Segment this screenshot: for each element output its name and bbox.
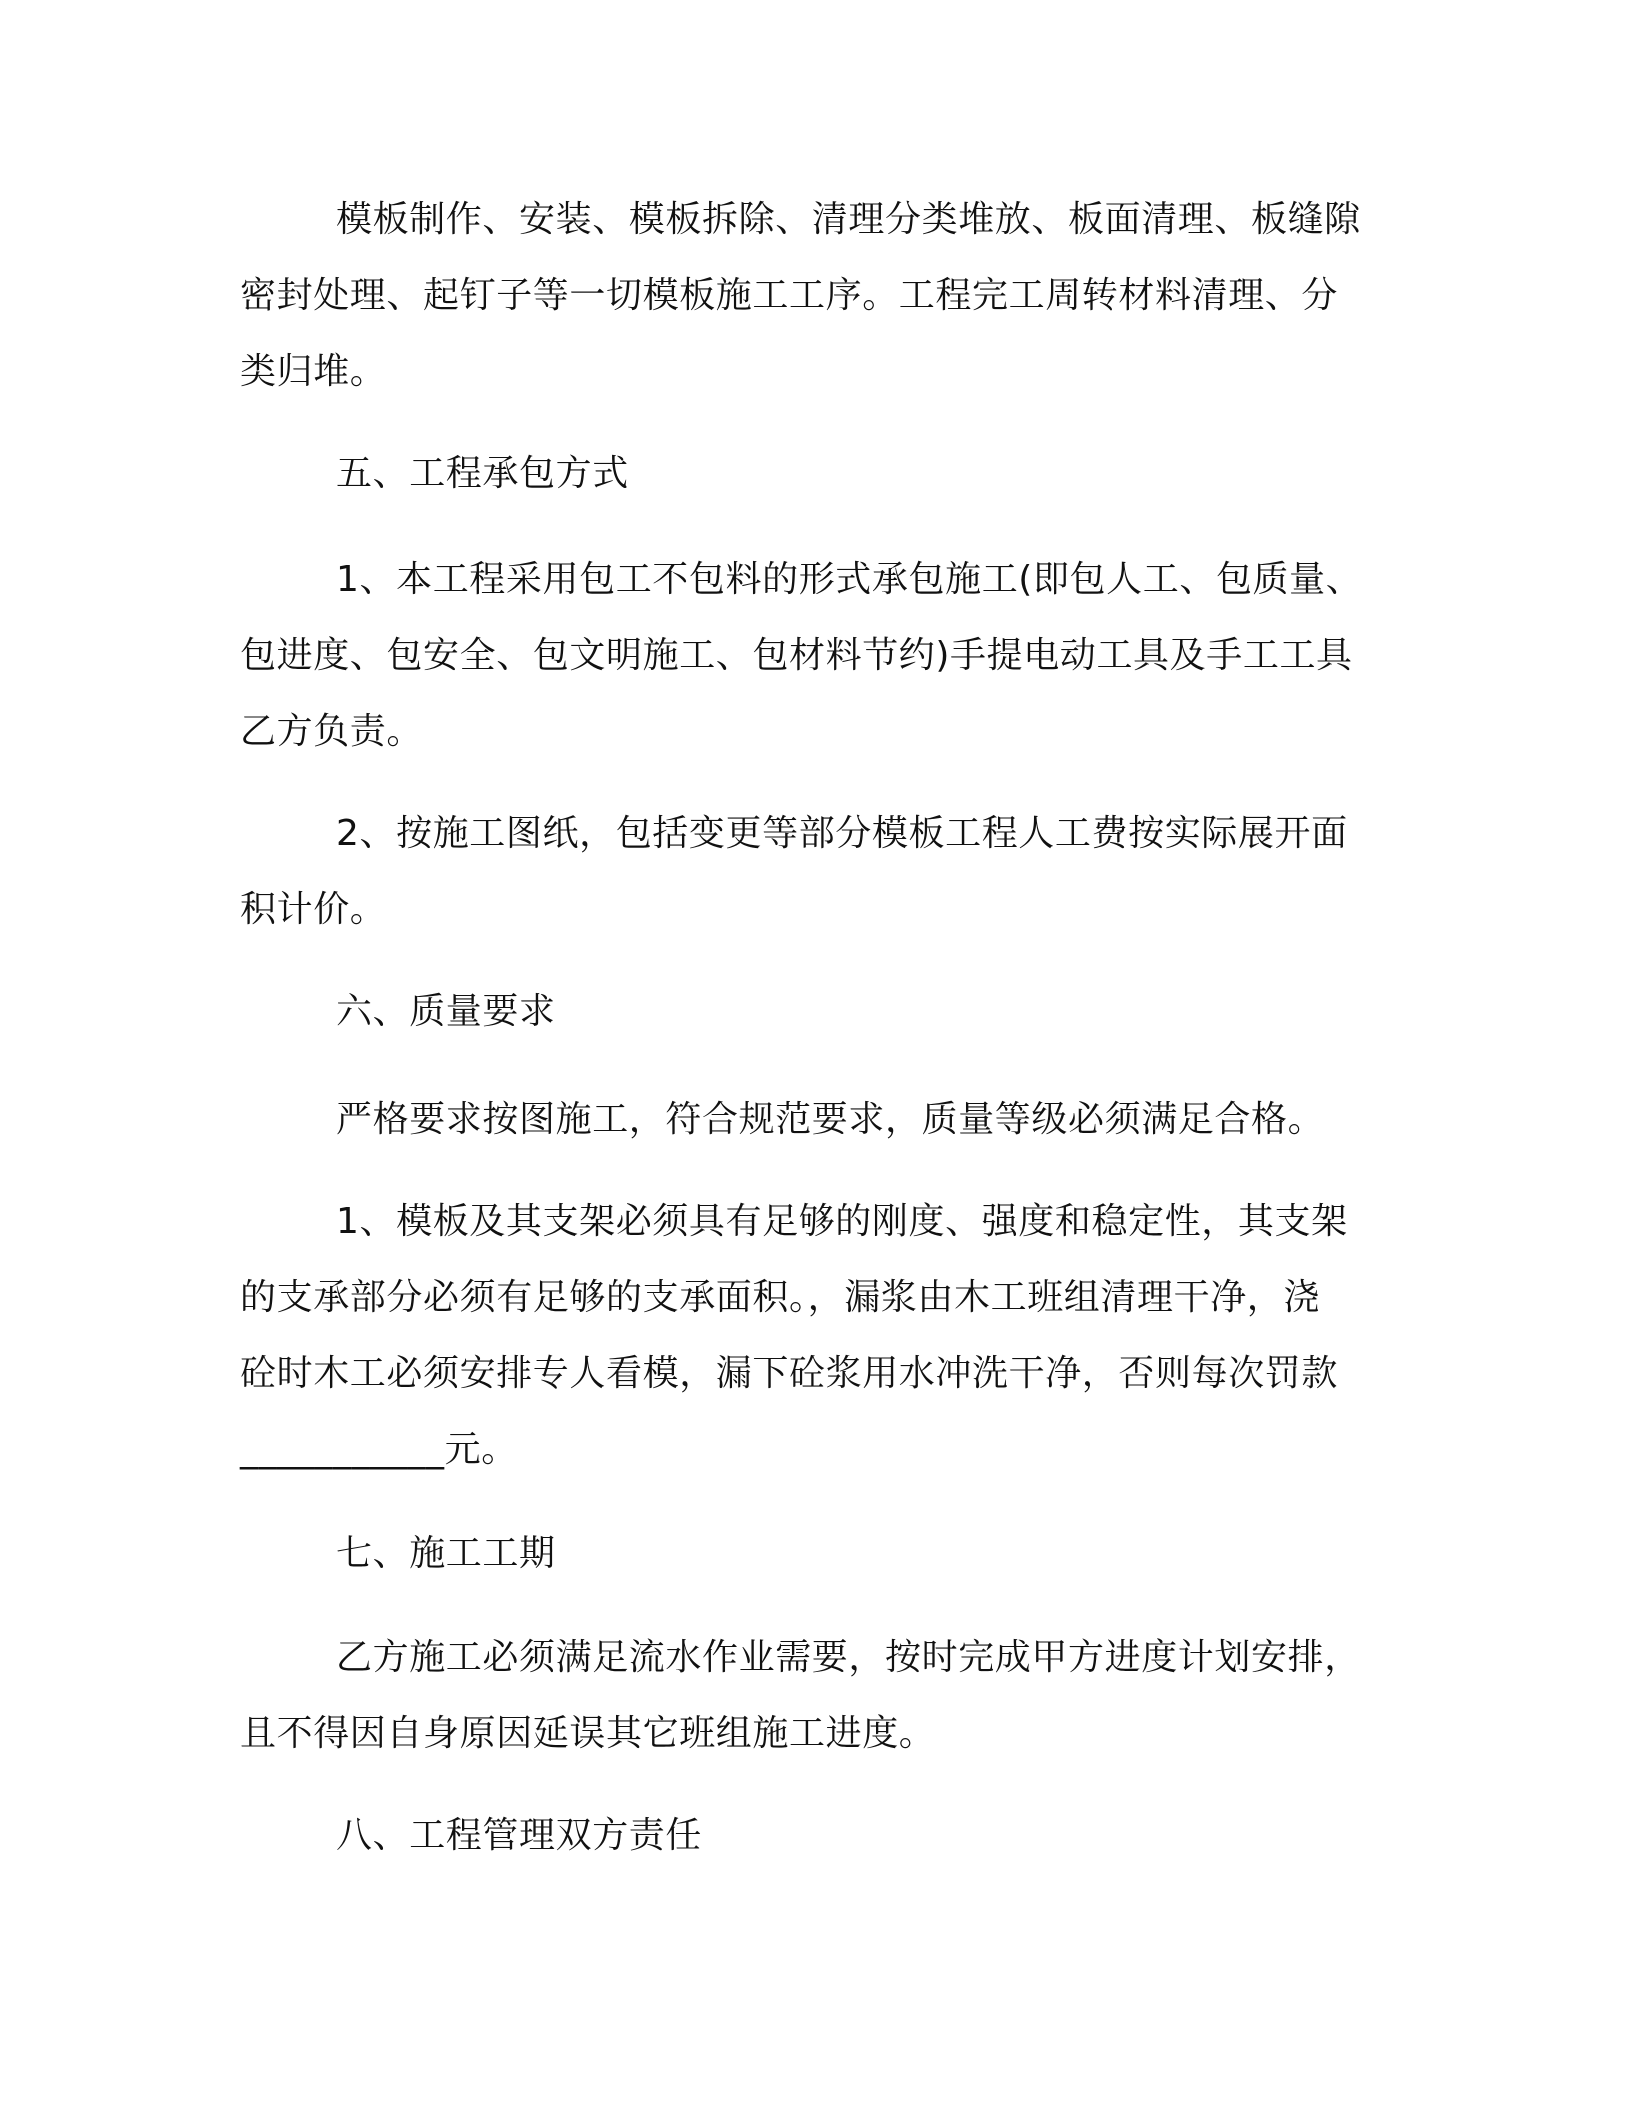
paragraph-formwork-line-2: 密封处理、起钉子等一切模板施工工序。工程完工周转材料清理、分 xyxy=(240,275,1339,316)
item-5-1-line-3: 乙方负责。 xyxy=(240,711,424,752)
item-6-1-line-3: 砼时木工必须安排专人看模，漏下砼浆用水冲洗干净，否则每次罚款 xyxy=(240,1353,1339,1394)
paragraph-formwork-line-1: 模板制作、安装、模板拆除、清理分类堆放、板面清理、板缝隙 xyxy=(336,199,1361,240)
section-heading-7: 七、施工工期 xyxy=(336,1533,556,1574)
section-heading-8: 八、工程管理双方责任 xyxy=(336,1815,703,1856)
item-6-1-line-1: 1、模板及其支架必须具有足够的刚度、强度和稳定性，其支架 xyxy=(336,1201,1348,1242)
paragraph-schedule-line-1: 乙方施工必须满足流水作业需要，按时完成甲方进度计划安排， xyxy=(336,1637,1361,1678)
item-6-1-line-2: 的支承部分必须有足够的支承面积。，漏浆由木工班组清理干净，浇 xyxy=(240,1277,1321,1318)
paragraph-schedule-line-2: 且不得因自身原因延误其它班组施工进度。 xyxy=(240,1713,936,1754)
section-heading-6: 六、质量要求 xyxy=(336,991,556,1032)
item-5-1-line-1: 1、本工程采用包工不包料的形式承包施工(即包人工、包质量、 xyxy=(336,559,1363,600)
item-5-1-line-2: 包进度、包安全、包文明施工、包材料节约)手提电动工具及手工工具 xyxy=(240,635,1353,676)
paragraph-formwork-line-3: 类归堆。 xyxy=(240,351,387,392)
paragraph-quality: 严格要求按图施工，符合规范要求，质量等级必须满足合格。 xyxy=(336,1099,1325,1140)
section-heading-5: 五、工程承包方式 xyxy=(336,453,629,494)
item-6-1-line-4-fine-blank: ___________元。 xyxy=(240,1429,518,1470)
item-5-2-line-2: 积计价。 xyxy=(240,889,387,930)
item-5-2-line-1: 2、按施工图纸，包括变更等部分模板工程人工费按实际展开面 xyxy=(336,813,1348,854)
